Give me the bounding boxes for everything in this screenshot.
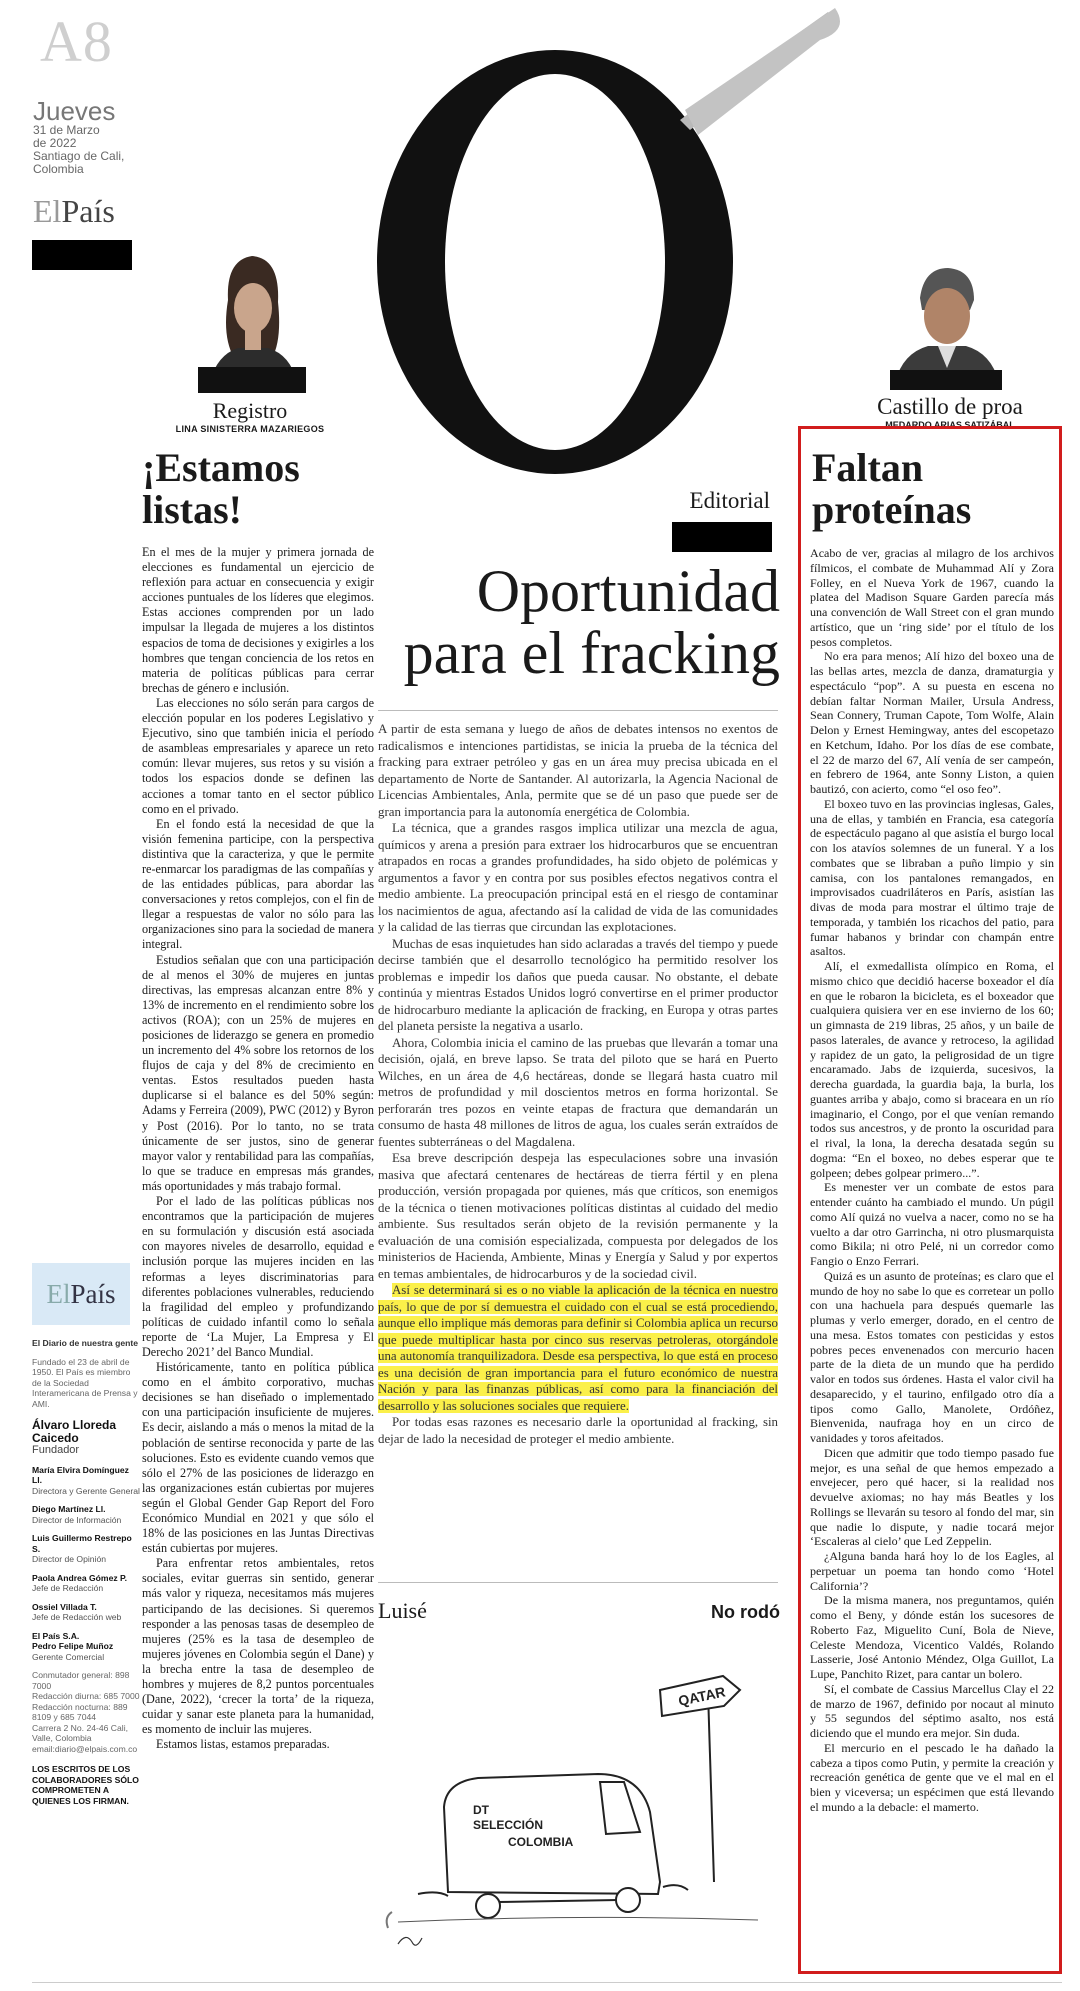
brand-logo bbox=[33, 193, 115, 230]
cartoon-van-text: COLOMBIA bbox=[508, 1835, 574, 1849]
paragraph: En el mes de la mujer y primera jornada de elecciones es fundamental un ejercicio de reflexión para actuar en consecuencia y exigir acciones puntuales de los líderes que elegimos. Estas acciones comprenden por un lado impulsar la llegada de mujeres a los distintos espacios de toma de decisiones y exigirles a los hombres que tengan conciencia de los retos en materia de políticas públicas para cerrar brechas de género e inclusión. bbox=[142, 545, 374, 695]
date-line: Santiago de Cali, bbox=[33, 149, 125, 163]
editorial-title bbox=[360, 560, 780, 684]
opinion-o-graphic bbox=[330, 0, 840, 475]
staff-entry bbox=[32, 1573, 140, 1594]
cartoon-van-text: SELECCIÓN bbox=[473, 1818, 544, 1832]
brand-part-2: País bbox=[61, 193, 115, 229]
dateline bbox=[33, 124, 124, 176]
decorative-bar bbox=[672, 522, 772, 552]
date-weekday: Jueves bbox=[33, 96, 116, 126]
logo-part-1: El bbox=[46, 1279, 71, 1309]
columnist-photo-right bbox=[890, 258, 1002, 388]
paragraph: Para enfrentar retos ambientales, retos sociales, evitar guerras sin sentido, generar más valor y riqueza, necesitamos más mujeres participando de las decisiones. Si queremos responder a las penosas tasas de desempleo de mujeres (25% es la tasa de desempleo de mujeres jóvenes en Colombia según el Dane) y la brecha entre la tasa de desempleo de hombres y mujeres de 8,2 puntos porcentuales (Dane, 2022), ‘crecer la torta’ de la riqueza, cuidar y sanar este planeta para la humanidad, es momento de incluir las mujeres. bbox=[142, 1556, 374, 1737]
divider bbox=[378, 1582, 778, 1583]
staff-role: Jefe de Redacción web bbox=[32, 1612, 122, 1622]
staff-role: Directora y Gerente General bbox=[32, 1485, 140, 1496]
paragraph: Acabo de ver, gracias al milagro de los archivos fílmicos, el combate de Muhammad Alí y Zora Folley, en el Nueva York de 1967, cuando la platea del Madison Square Garden parecía más una convención de Wall Street con el gran mundo artístico, que un ‘ring side’ por el título de los pesos completos. bbox=[810, 546, 1054, 649]
date-line: 31 de Marzo bbox=[33, 123, 100, 137]
staff-entry bbox=[32, 1602, 140, 1623]
cartoon-author: Luisé bbox=[378, 1598, 427, 1623]
column-section-right: Castillo de proa bbox=[877, 394, 1023, 419]
paragraph: Por el lado de las políticas públicas nos encontramos que la participación de mujeres en su formulación y discusión está asociada con mayores niveles de desarrollo, equidad e inclusión porque las mujeres inciden en las reformas a leyes discriminatorias para diferentes poblaciones vulnerables, reduciendo la fragilidad del empleo y profundizando políticas de cuidado infantil como lo señala reporte de ‘La Mujer, La Empresa y El Derecho 2021’ del Banco Mundial. bbox=[142, 1194, 374, 1359]
staff-name: Luis Guillermo Restrepo S. bbox=[32, 1533, 132, 1554]
paragraph: Alí, el exmedallista olímpico en Roma, el mismo chico que decidió hacerse boxeador el día en que le robaron la bicicleta, es el boxeador que cualquiera quisiera ver en ese invierno de los 60; un gimnasta de 219 libras, 25 años, y un baile de pasos laterales, de avance y retroceso, la agilidad y rapidez de un gato, la peligrosidad de un tigre encaramado. Jabs de izquierda, sucesivos, la derecha guardada, la guardia baja, la burla, los guantes arriba y abajo, como si bracearа en un río imaginario, el Congo, por el que venían remando todos sus ancestros, y de pronto la oscuridad para el rival, la lona, la derecha desatada según su dogma: “En el boxeo, no debes esperar que te golpeen; debes golpear primero...”. bbox=[810, 959, 1054, 1180]
staff-name: María Elvira Domínguez Ll. bbox=[32, 1464, 129, 1485]
paragraph: Estamos listas, estamos preparadas. bbox=[156, 1737, 330, 1752]
paragraph: Históricamente, tanto en política pública como en el ámbito corporativo, muchas decisiones se han diseñado o implementado con una participación insuficiente de mujeres. Es decir, aislando a más o menos la mitad de la población de sentirse reconocida y parte de las soluciones. Esto es evidente cuando vemos que sólo el 27% de las posiciones de liderazgo en las organizaciones están cubiertas por mujeres según el Global Gender Gap Report del Foro Económico Mundial en 2021 y que sólo el 18% de las posiciones en las Juntas Directivas están cubiertas por mujeres. bbox=[142, 1360, 374, 1556]
paragraph: Esa breve descripción despeja las especulaciones sobre una invasión masiva que afectará centenares de hectáreas de tierra fértil y en plena producción, versión propagada por quienes, más que críticos, son enemigos de la técnica o tienen motivaciones políticas distintas al cuidado del medio ambiente. Sus resultados serán objeto de la revisión permanente y la evaluación de una comisión especializada, compuesta por delegados de los ministerios de Hacienda, Ambiente, Minas y Energía y Salud y por expertos en temas ambientales, de hidrocarburos y de la sociedad civil. bbox=[378, 1151, 778, 1281]
paragraph: Por todas esas razones es necesario darle la oportunidad al fracking, sin dejar de lado la necesidad de proteger el medio ambiente. bbox=[378, 1415, 778, 1446]
staff-entry bbox=[32, 1465, 140, 1497]
column-section-left: Registro bbox=[212, 398, 288, 423]
paragraph: De la misma manera, nos preguntamos, quién como el Beny, y dónde están los sucesores de Roberto Faz, Miguelito Cuní, Bola de Nieve, Celeste Mendoza, Vicentico Valdés, Rolando Lasserie, José Antonio Méndez, Olga Guillot, La Lupe, Panchito Rizet, para cantar un bolero. bbox=[810, 1593, 1054, 1681]
staff-name: Diego Martínez Ll. bbox=[32, 1504, 106, 1514]
right-column-headline: Faltan proteínas bbox=[812, 445, 972, 532]
paragraph: Quizá es un asunto de proteínas; es claro que el mundo de hoy no sabe lo que es corretear un pollo con una hachuela para después quemarle las plumas y verlo emerger, dorado, en el centro de una mesa. Estos tomates con pesticidas y estos pobres peces envenenados con mercurio hacen parte de la dieta de un mundo que ha perdido valor en todos sus órdenes. Hasta el valor civil ha desaparecido, y el taurino, enfilgado otro día a tipos como Gallo, Manolete, Ordóñez, Bienvenida, naufraga hoy en un circo de vanidades y toros afeitados. bbox=[810, 1268, 1054, 1445]
masthead-tagline: El Diario de nuestra gente bbox=[32, 1338, 139, 1348]
divider bbox=[378, 710, 778, 711]
editorial-title-line: Oportunidad bbox=[476, 558, 780, 624]
decorative-bar bbox=[32, 240, 132, 270]
paragraph: Dicen que admitir que todo tiempo pasado fue mejor, es una señal de que hemos empezado a envejecer, pero qué hacer, si la realidad nos devuelve axiomas; no hay más Beatles y los Rollings se llevarán su tesoro al fondo del mar, sin que nadie lo dispute, y nadie tocará mejor ‘Escaleras al cielo’ que Led Zeppelin. bbox=[810, 1445, 1054, 1549]
page-number: A8 bbox=[40, 9, 113, 74]
paragraph: No era para menos; Alí hizo del boxeo una de las bellas artes, mezcla de danza, dramaturgia y espectáculo “pop”. A su puesta en escena no debían faltar Norman Mailer, Ursula Andress, Sean Connery, Truman Capote, Tom Wolfe, Alain Delon y Ernest Hemingway, antes del escopetazo en Ketchum, Idaho. Por los días de ese combate, el 22 de marzo del 67, Alí venía de ser campeón, en febrero de 1964, ante Sonny Liston, a quien bautizó, con acierto, como “el oso feo”. bbox=[810, 649, 1054, 796]
editorial-label: Editorial bbox=[689, 488, 770, 513]
staff-role: Director de Opinión bbox=[32, 1554, 107, 1564]
paragraph: En el fondo está la necesidad de que la visión femenina participe, con la perspectiva distintiva que la caracteriza, y que le permite re-enmarcar los paradigmas de las compañías y de las entidades públicas, para abordar las conversaciones y retos complejos, con el fin de llegar a respuestas de valor no sólo para las organizaciones sino para la sociedad de manera integral. bbox=[142, 816, 374, 952]
cartoon-van-text: DT bbox=[473, 1803, 489, 1817]
founder-name: Álvaro Lloreda Caicedo bbox=[32, 1418, 117, 1445]
staff-role: Director de Información bbox=[32, 1514, 122, 1525]
highlight-text: Así se determinará si es o no viable la aplicación de la técnica en nuestro país, lo que de por sí demuestra el cuidado con el cual se está procediendo, aunque ello implique más demoras para definir si Colombia aplica un recurso que puede multiplicar hasta por cinco sus reservas petroleras, otorgándole una autonomía tranquilizadora. Desde esa perspectiva, lo que está en proceso es una decisión de gran importancia para el futuro económico de nuestra Nación y para las finanzas públicas, así como para la financiación del desarrollo y las soluciones sociales que requiere. bbox=[378, 1283, 778, 1413]
masthead-logo bbox=[32, 1279, 130, 1310]
right-column-body bbox=[810, 546, 1054, 1951]
decorative-bar bbox=[198, 367, 306, 393]
cartoon-illustration bbox=[378, 1632, 778, 1952]
editorial-body bbox=[378, 721, 778, 1447]
manager-role: Gerente Comercial bbox=[32, 1651, 105, 1662]
masthead-about: Fundado el 23 de abril de 1950. El País es miembro de la Sociedad Interamericana de Prensa y AMI. bbox=[32, 1356, 138, 1409]
paragraph: Estudios señalan que con una participación de al menos el 30% de mujeres en juntas directivas, las empresas alcanzan entre 8% y 13% de incremento en el rendimiento sobre los activos (ROA); con un 25% de mujeres en posiciones de liderazgo se genera en promedio un incremento del 4% sobre los retornos de los flujos de caja y del 8% de crecimiento en ventas. Estos resultados pueden hasta duplicarse si el balance es del 50% según: Adams y Ferreira (2009), PWC (2012) y Byron y Post (2016). Por lo tanto, no se trata únicamente de ser justos, sino de generar mayor valor y rentabilidad para las compañías, lo que se traduce en empresas más grandes, más oportunidades y más trabajo formal. bbox=[142, 952, 374, 1193]
editorial-title-line: para el fracking bbox=[403, 620, 780, 686]
logo-part-2: País bbox=[70, 1279, 116, 1309]
cartoon-title: No rodó bbox=[711, 1602, 780, 1622]
date-line: de 2022 bbox=[33, 136, 77, 150]
left-column-headline: ¡Estamos listas! bbox=[142, 445, 300, 532]
staff-name: Ossiel Villada T. bbox=[32, 1601, 97, 1612]
column-author-left: LINA SINISTERRA MAZARIEGOS bbox=[175, 424, 325, 434]
date-line: Colombia bbox=[33, 162, 84, 176]
paragraph: Es menester ver un combate de estos para entender cuánto ha cambiado el mundo. Un púgil como Alí quizá no vuelva a nacer, como no se ha vuelto a dar otro Garrincha, ni otro plusmarquista como Bikila; ni otro Pelé, ni un corredor como Fangio o Enzo Ferrari. bbox=[810, 1180, 1054, 1268]
cartoon-sign-text: QATAR bbox=[676, 1683, 727, 1709]
paragraph: A partir de esta semana y luego de años de debates intensos no exentos de radicalismos e intenciones partidistas, se inicia la prueba de la técnica del fracking para extraer petróleo y gas en un área muy precisa ubicada en el departamento de Norte de Santander. Al autorizarla, la Agencia Nacional de Licencias Ambientales, Anla, permite que se dé un paso que puede ser de gran importancia para la autonomía energética de Colombia. bbox=[378, 722, 778, 819]
founder-role: Fundador bbox=[32, 1444, 80, 1456]
column-author-right: MEDARDO ARIAS SATIZÁBAL bbox=[885, 420, 1015, 429]
paragraph: Sí, el combate de Cassius Marcellus Clay el 22 de marzo de 1967, definido por nocaut al minuto y 55 segundos del séptimo asalto, nos está diciendo que el mundo era mejor. Sin duda. bbox=[810, 1681, 1054, 1740]
staff-entry bbox=[32, 1504, 140, 1525]
paragraph: Muchas de esas inquietudes han sido aclaradas a través del tiempo y puede decirse también que el desarrollo tecnológico ha permitido resolver los problemas e impedir los daños que pueda causar. No obstante, el debate continúa y mientras Estados Unidos logró convertirse en el primer productor de hidrocarburo mediante la aplicación de fracking, en Europa y otras partes del planeta persiste la negativa a usarlo. bbox=[378, 936, 778, 1033]
cartoonist-signature bbox=[398, 1937, 422, 1945]
paragraph: Las elecciones no sólo serán para cargos de elección popular en los poderes Legislativo y Ejecutivo, sino que también inicia el período de asambleas empresariales y aparece un reto común: llevar mujeres, sus retos y su visión a todos los espacios donde se definen las acciones a tomar tanto en el sector público como en el privado. bbox=[142, 695, 374, 816]
divider bbox=[32, 1982, 1062, 1983]
highlighted-paragraph bbox=[378, 1282, 778, 1414]
disclaimer: LOS ESCRITOS DE LOS COLABORADORES SÓLO COMPROMETEN A QUIENES LOS FIRMAN. bbox=[32, 1764, 139, 1806]
paragraph: El boxeo tuvo en las provincias inglesas, Gales, una de ellas, y también en Francia, esa categoría de espectáculo pagano al que asistía el burgo local con los atavíos solemnes de un funeral. Y a los combates que se libraban a puño limpio y sin camisa, con los pantalones remangados, en improvisados cuadriláteros en París, asistían las divas de moda para mostrar el último traje de temporada, y también los ricachos del patio, para fumar habanos y brindar con champán entre asaltos. bbox=[810, 796, 1054, 959]
masthead-info bbox=[32, 1338, 140, 1806]
staff-entry bbox=[32, 1533, 140, 1565]
decorative-bar bbox=[890, 370, 1002, 390]
brand-part-1: El bbox=[33, 193, 62, 229]
staff-name: Paola Andrea Gómez P. bbox=[32, 1572, 128, 1583]
left-column-body bbox=[142, 545, 374, 1945]
paragraph: El mercurio en el pescado le ha dañado la cabeza a tipos como Putin, y permite la creación y recreación genética de gente que ve el mal en el bien y viceversa; un espécimen que está llevando el mundo a la debacle: el mamerto. bbox=[810, 1740, 1054, 1814]
company-name: El País S.A. bbox=[32, 1630, 80, 1641]
paragraph: ¿Alguna banda hará hoy lo de los Eagles, al perpetuar un poema tan hondo como ‘Hotel California’? bbox=[810, 1549, 1054, 1593]
manager-name: Pedro Felipe Muñoz bbox=[32, 1641, 114, 1651]
contact-info: Conmutador general: 898 7000 Redacción diurna: 685 7000 Redacción nocturna: 889 8109 y 685 7044 Carrera 2 No. 24-46 Cali, Valle, Colombia email:diario@elpais.com.co bbox=[32, 1670, 140, 1754]
paragraph: La técnica, que a grandes rasgos implica utilizar una mezcla de agua, químicos y arena a presión para extraer los hidrocarburos que se encuentran atrapados en rocas a grandes profundidades, ha sido objeto de polémicas y argumentos a favor y en contra por sus posibles efectos negativos contra el medio ambiente. La preocupación principal está en el riesgo de contaminar los nacimientos de agua, afectando así la calidad de vida de las comunidades y la calidad de las tierras que circundan las explotaciones. bbox=[378, 821, 778, 934]
paragraph: Ahora, Colombia inicia el camino de las pruebas que llevarán a tomar una decisión, ojalá, en breve lapso. Se trata del piloto que se hará en Puerto Wilches, en un área de 4,6 hectáreas, donde se llegará hasta cuatro mil metros de profundidad y mil doscientos metros en forma horizontal. Se perforarán tres pozos en veinte etapas de fractura que demandarán un consumo de hasta 48 millones de litros de agua, los cuales serán extraídos de fuentes subterráneas o del Magdalena. bbox=[378, 1035, 778, 1149]
staff-role: Jefe de Redacción bbox=[32, 1583, 104, 1593]
